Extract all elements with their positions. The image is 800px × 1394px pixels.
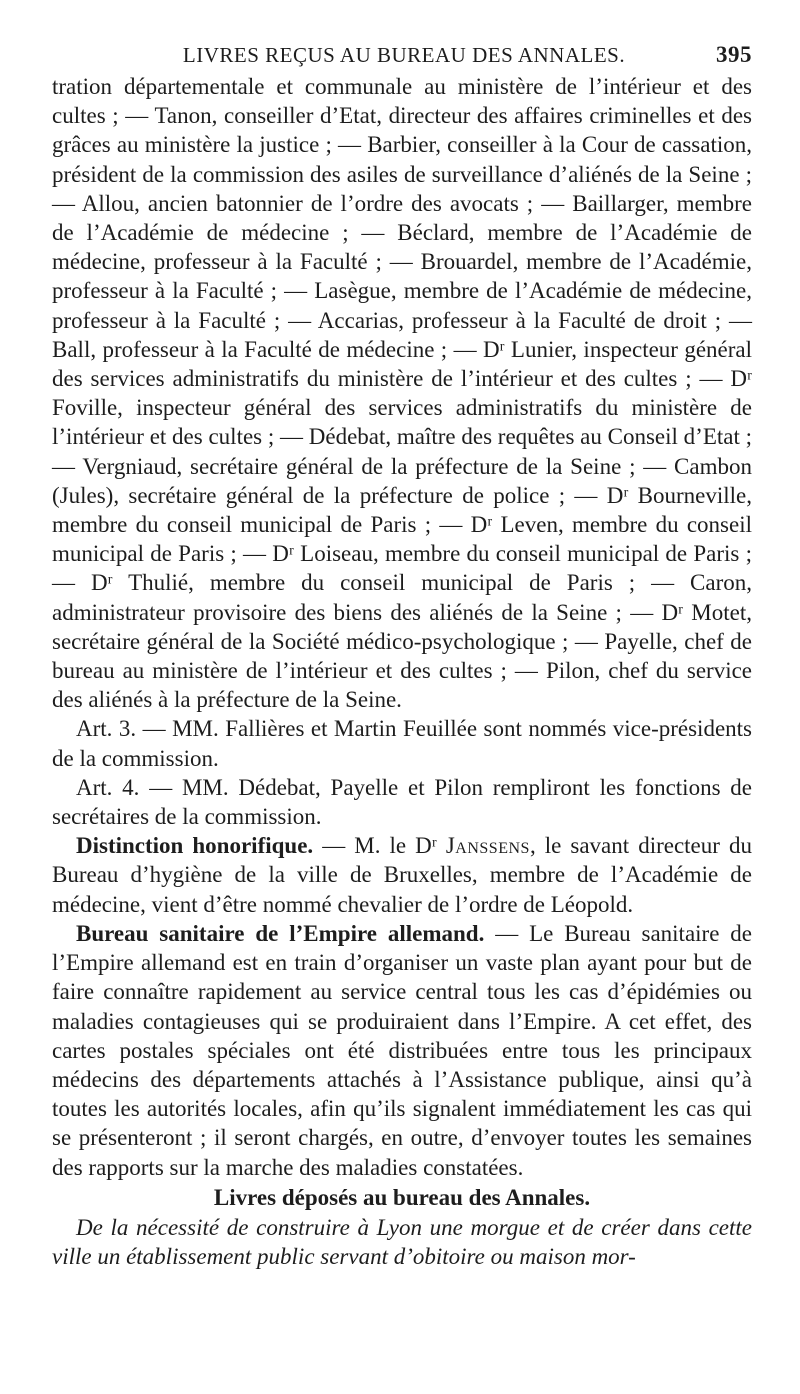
distinction-name: Janssens — [445, 833, 530, 859]
distinction-text: , le savant directeur du Bureau d’hygiène de la ville de Bruxelles, membre de l’Académie de médecine, vient d’être nommé chevalier de l’ordre de Léopold. — [52, 833, 752, 917]
running-title: LIVRES REÇUS AU BUREAU DES ANNALES. — [182, 43, 626, 67]
livres-first-entry: De la nécessité de construire à Lyon une morgue et de créer dans cette ville un établissement public servant d’obitoire ou maison mor- — [52, 1214, 752, 1269]
bureau-sanitaire-paragraph — [52, 919, 752, 1182]
article-3: Art. 3. — MM. Fallières et Martin Feuillée sont nommés vice-présidents de la commission. — [52, 716, 752, 771]
bureau-sanitaire-heading: Bureau sanitaire de l’Empire allemand. — [76, 920, 485, 946]
article-4: Art. 4. — MM. Dédebat, Payelle et Pilon rempliront les fonctions de secrétaires de la commission. — [52, 774, 752, 830]
livres-section-heading: Livres déposés au bureau des Annales. — [213, 1184, 591, 1210]
running-header — [52, 42, 752, 68]
commission-members-paragraph: tration départementale et communale au ministère de l’intérieur et des cultes ; — Tanon, conseiller d’Etat, directeur des affaires criminelles et des grâces au ministère la justice ; — Barbier, conseiller à la Cour de cassation, président de la commission des asiles de surveillance d’aliénés de la Seine ; — Allou, ancien batonnier de l’ordre des avocats ; — Baillarger, membre de l’Académie de médecine ; — Béclard, membre de l’Académie de médecine, professeur à la Faculté ; — Brouardel, membre de l’Académie, professeur à la Faculté ; — Lasègue, membre de l’Académie de médecine, professeur à la Faculté ; — Accarias, professeur à la Faculté de droit ; — Ball, professeur à la Faculté de médecine ; — Dʳ Lunier, inspecteur général des services administratifs du ministère de l’intérieur et des cultes ; — Dʳ Foville, inspecteur général des services administratifs du ministère de l’intérieur et des cultes ; — Dédebat, maître des requêtes au Conseil d’Etat ; — Vergniaud, secrétaire général de la préfecture de la Seine ; — Cambon (Jules), secrétaire général de la préfecture de police ; — Dʳ Bourneville, membre du conseil municipal de Paris ; — Dʳ Leven, membre du conseil municipal de Paris ; — Dʳ Loiseau, membre du conseil municipal de Paris ; — Dʳ Thulié, membre du conseil municipal de Paris ; — Caron, administrateur provisoire des biens des aliénés de la Seine ; — Dʳ Motet, secrétaire général de la Société médico-psychologique ; — Payelle, chef de bureau au ministère de l’intérieur et des cultes ; — Pilon, chef du service des aliénés à la préfecture de la Seine. — [52, 74, 752, 713]
distinction-heading: Distinction honorifique. — [76, 833, 314, 859]
distinction-lead: — M. le Dʳ — [313, 833, 446, 859]
distinction-paragraph — [52, 831, 752, 919]
page-number: 395 — [716, 42, 752, 67]
bureau-sanitaire-text: — Le Bureau sanitaire de l’Empire allemand est en train d’organiser un vaste plan ayant pour but de faire connaître rapidement au service central tous les cas d’épidémies ou maladies contagieuses qui se produiraient dans l’Empire. A cet effet, des cartes postales spéciales ont été distribuées entre tous les principaux médecins des départements attachés à l’Assistance publique, ainsi qu’à toutes les autorités locales, afin qu’ils signalent immédiatement les cas qui se présenteront ; il seront chargés, en outre, d’envoyer toutes les semaines des rapports sur la marche des maladies constatées. — [52, 920, 752, 1180]
